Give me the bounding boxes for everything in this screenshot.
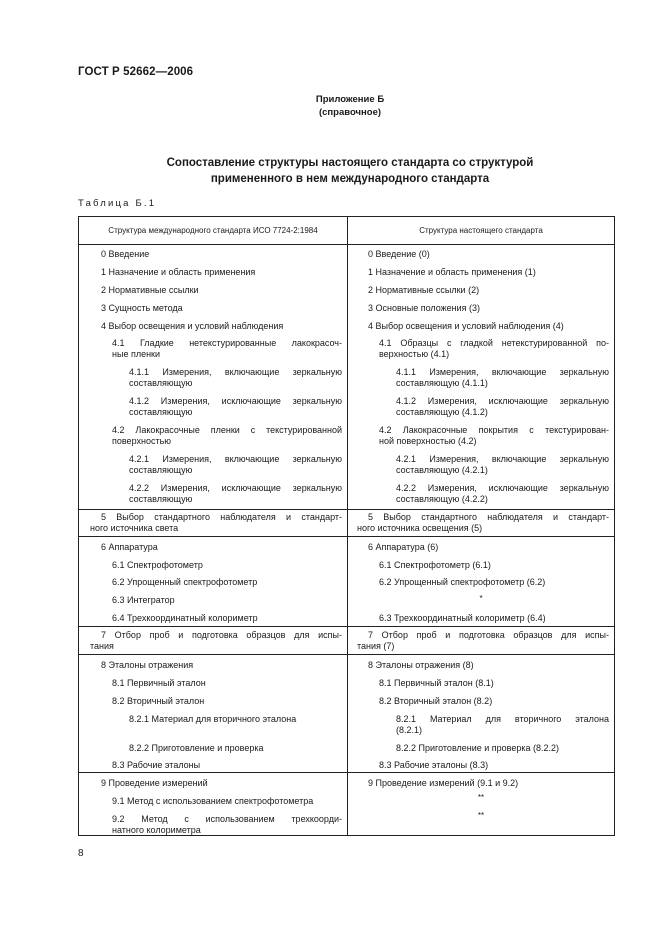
right-section-8-1: 8.1 Первичный эталон (8.1)	[379, 678, 494, 688]
row-divider	[79, 772, 614, 773]
right-section-4-2-1: 4.2.1 Измерения, включающие зеркальную	[396, 454, 609, 464]
left-section-8-3: 8.3 Рабочие эталоны	[112, 760, 201, 770]
left-section-9: 9 Проведение измерений	[101, 778, 208, 788]
right-section-8-2-1-cont: (8.2.1)	[396, 725, 423, 735]
left-section-8: 8 Эталоны отражения	[101, 660, 194, 670]
left-section-2: 2 Нормативные ссылки	[101, 285, 199, 295]
right-section-7-cont: тания (7)	[357, 641, 395, 651]
right-section-4-1-2-cont: составляющую (4.1.2)	[396, 407, 488, 417]
document-code: ГОСТ Р 52662—2006	[78, 66, 194, 78]
left-section-4-1-cont: ные пленки	[112, 349, 161, 359]
right-section-8-2: 8.2 Вторичный эталон (8.2)	[379, 696, 493, 706]
table-caption: Таблица Б.1	[78, 198, 157, 209]
right-section-6-1: 6.1 Спектрофотометр (6.1)	[379, 560, 491, 570]
right-section-8-2-2: 8.2.2 Приготовление и проверка (8.2.2)	[396, 743, 560, 753]
row-divider	[79, 626, 614, 627]
left-section-3: 3 Сущность метода	[101, 303, 183, 313]
right-section-6-4: 6.3 Трехкоординатный колориметр (6.4)	[379, 613, 546, 623]
left-section-1: 1 Назначение и область применения	[101, 267, 256, 277]
right-section-1: 1 Назначение и область применения (1)	[368, 267, 536, 277]
right-section-4-2-2-cont: составляющую (4.2.2)	[396, 494, 488, 504]
left-section-4-2: 4.2 Лакокрасочные пленки с текстурированной	[112, 425, 342, 435]
left-section-0: 0 Введение	[101, 249, 150, 259]
page-title-line-1: Сопоставление структуры настоящего стандарта со структурой	[166, 157, 534, 169]
row-divider	[79, 536, 614, 537]
left-section-6-4: 6.4 Трехкоординатный колориметр	[112, 613, 258, 623]
left-section-8-2-2: 8.2.2 Приготовление и проверка	[129, 743, 264, 753]
left-section-9-2-cont: натного колориметра	[112, 825, 201, 835]
right-section-4-2-cont: ной поверхностью (4.2)	[379, 436, 477, 446]
right-section-9: 9 Проведение измерений (9.1 и 9.2)	[368, 778, 519, 788]
left-section-6-2: 6.2 Упрощенный спектрофотометр	[112, 577, 258, 587]
right-section-4-2-2: 4.2.2 Измерения, исключающие зеркальную	[396, 483, 609, 493]
right-section-4-2: 4.2 Лакокрасочные покрытия с текстурирован-	[379, 425, 609, 435]
left-section-4-2-1: 4.2.1 Измерения, включающие зеркальную	[129, 454, 342, 464]
left-section-9-1: 9.1 Метод с использованием спектрофотометра	[112, 796, 314, 806]
row-divider	[79, 654, 614, 655]
left-section-8-1: 8.1 Первичный эталон	[112, 678, 206, 688]
left-section-4-1-2: 4.1.2 Измерения, исключающие зеркальную	[129, 396, 342, 406]
left-section-4-1-1-cont: составляющую	[129, 378, 193, 388]
left-section-7: 7 Отбор проб и подготовка образцов для испы-	[101, 630, 342, 640]
right-section-2: 2 Нормативные ссылки (2)	[368, 285, 480, 295]
right-section-4-1-1: 4.1.1 Измерения, включающие зеркальную	[396, 367, 609, 377]
left-section-5-cont: ного источника света	[90, 523, 179, 533]
left-section-9-2: 9.2 Метод с использованием трехкоорди-	[112, 814, 342, 824]
right-section-8-2-1: 8.2.1 Материал для вторичного эталона	[396, 714, 609, 724]
right-section-4-2-1-cont: составляющую (4.2.1)	[396, 465, 488, 475]
header-divider	[79, 244, 614, 245]
right-section-8: 8 Эталоны отражения (8)	[368, 660, 474, 670]
column-header-right: Структура настоящего стандарта	[419, 226, 543, 235]
left-section-7-cont: тания	[90, 641, 114, 651]
left-section-4-2-1-cont: составляющую	[129, 465, 193, 475]
left-section-4-1-1: 4.1.1 Измерения, включающие зеркальную	[129, 367, 342, 377]
left-section-6: 6 Аппаратура	[101, 542, 158, 552]
left-section-4-1-2-cont: составляющую	[129, 407, 193, 417]
left-section-4-2-2-cont: составляющую	[129, 494, 193, 504]
left-section-6-3: 6.3 Интегратор	[112, 595, 175, 605]
left-section-8-2-1: 8.2.1 Материал для вторичного эталона	[129, 714, 297, 724]
right-section-9-2-absent: **	[477, 811, 485, 820]
appendix-type: (справочное)	[318, 107, 382, 118]
right-section-0: 0 Введение (0)	[368, 249, 430, 259]
right-section-4-1-2: 4.1.2 Измерения, исключающие зеркальную	[396, 396, 609, 406]
left-section-4-2-2: 4.2.2 Измерения, исключающие зеркальную	[129, 483, 342, 493]
left-section-8-2: 8.2 Вторичный эталон	[112, 696, 205, 706]
left-section-4: 4 Выбор освещения и условий наблюдения	[101, 321, 284, 331]
right-section-3: 3 Основные положения (3)	[368, 303, 481, 313]
left-section-4-1: 4.1 Гладкие нетекстурированные лакокрасоч-	[112, 338, 342, 348]
right-section-5-cont: ного источника освещения (5)	[357, 523, 483, 533]
left-section-4-2-cont: поверхностью	[112, 436, 172, 446]
left-section-5: 5 Выбор стандартного наблюдателя и стандарт-	[101, 512, 342, 522]
column-divider	[347, 217, 348, 835]
page-title-line-2: примененного в нем международного стандарта	[210, 173, 490, 185]
row-divider	[79, 509, 614, 510]
right-section-7: 7 Отбор проб и подготовка образцов для испы-	[368, 630, 609, 640]
right-section-6: 6 Аппаратура (6)	[368, 542, 439, 552]
right-section-4: 4 Выбор освещения и условий наблюдения (4)	[368, 321, 564, 331]
right-section-5: 5 Выбор стандартного наблюдателя и стандарт-	[368, 512, 609, 522]
right-section-8-3: 8.3 Рабочие эталоны (8.3)	[379, 760, 489, 770]
right-section-9-1-absent: **	[477, 793, 485, 802]
right-section-4-1: 4.1 Образцы с гладкой нетекстурированной по-	[379, 338, 609, 348]
right-section-6-3-absent: *	[479, 594, 483, 603]
column-header-left: Структура международного стандарта ИСО 7724-2:1984	[108, 226, 318, 235]
left-section-6-1: 6.1 Спектрофотометр	[112, 560, 203, 570]
right-section-4-1-1-cont: составляющую (4.1.1)	[396, 378, 488, 388]
page-number: 8	[78, 848, 84, 859]
right-section-6-2: 6.2 Упрощенный спектрофотометр (6.2)	[379, 577, 546, 587]
appendix-name: Приложение Б	[315, 94, 385, 105]
comparison-table	[78, 216, 615, 836]
right-section-4-1-cont: верхностью (4.1)	[379, 349, 450, 359]
